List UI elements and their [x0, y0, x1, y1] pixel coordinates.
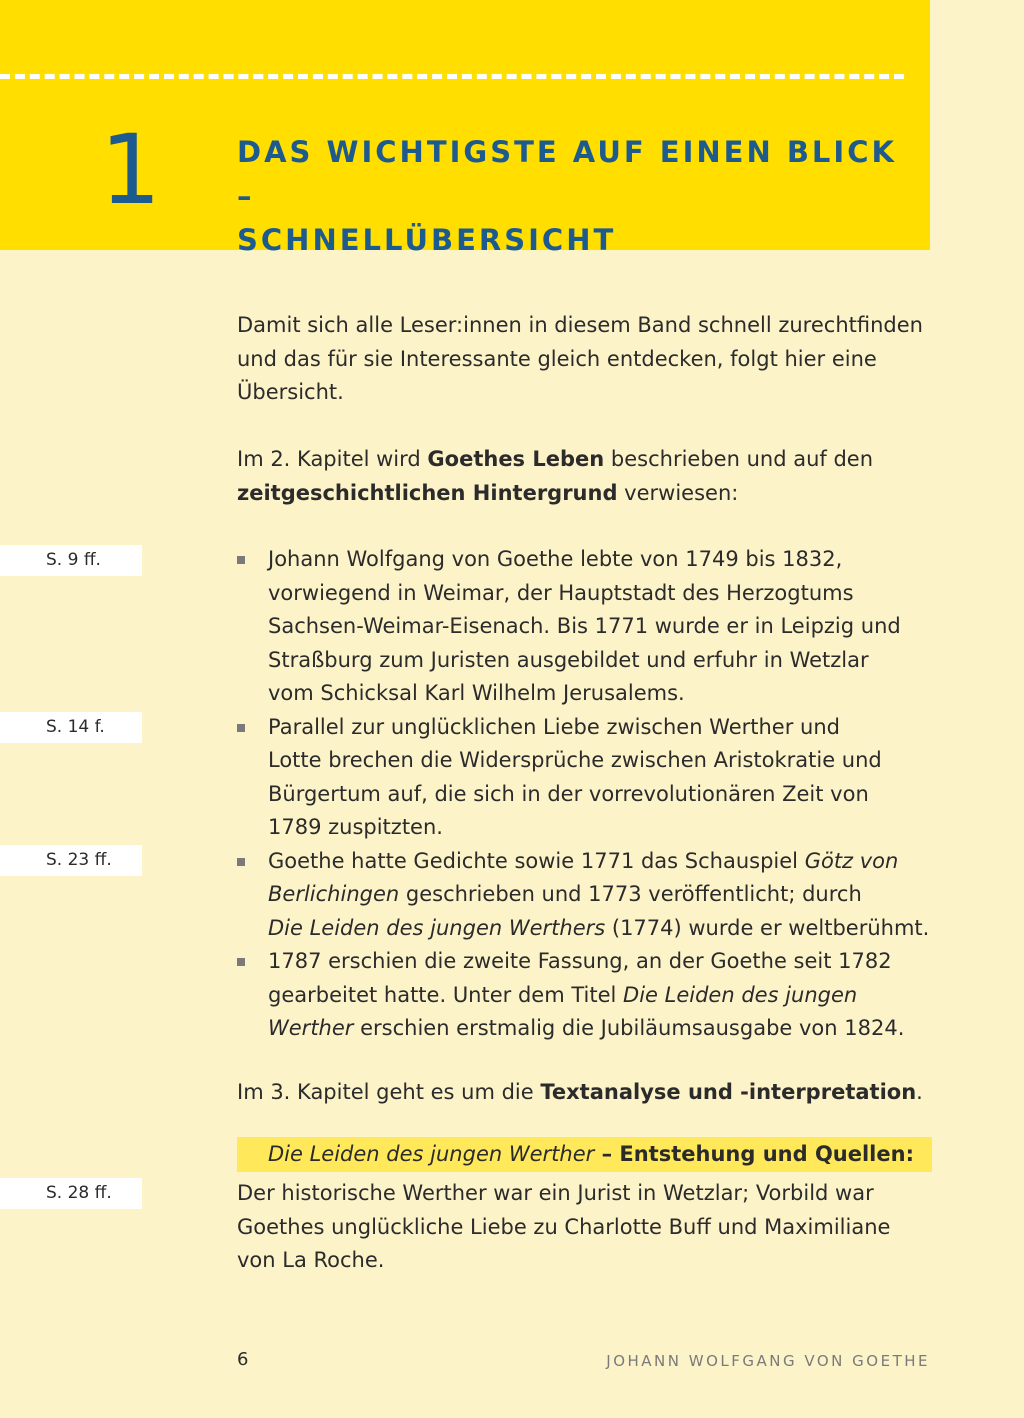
text-line: vorwiegend in Weimar, der Hauptstadt des Herzogtums [268, 580, 854, 605]
text-line [268, 845, 937, 879]
text-run: geschrieben und 1773 veröffentlicht; durch [399, 882, 862, 906]
page-number: 6 [237, 1349, 249, 1370]
biography-bullet-list [237, 543, 937, 1046]
italic-run: Berlichingen [268, 882, 400, 906]
margin-page-reference: S. 23 ff. [0, 845, 142, 876]
text-run: gearbeitet hatte. Unter dem Titel [268, 982, 624, 1007]
text-line [268, 878, 937, 912]
bullet-item [237, 711, 937, 845]
running-footer-title: JOHANN WOLFGANG VON GOETHE [606, 1352, 930, 1370]
text-line [268, 1012, 937, 1046]
intro-paragraph [237, 309, 930, 410]
bullet-item [237, 845, 937, 946]
italic-run: Die Leiden des jungen Werthers [268, 915, 606, 940]
chapter3-paragraph [237, 1076, 930, 1110]
text-line: und das für sie Interessante gleich entdecken, folgt hier eine [237, 346, 877, 371]
bold-run: zeitgeschichtlichen Hintergrund [237, 480, 618, 505]
bullet-item [237, 543, 937, 711]
text-line [237, 1076, 930, 1110]
text-line: Straßburg zum Juristen ausgebildet und erfuhr in Wetzlar [268, 647, 869, 672]
italic-run: Die Leiden des jungen Werther [268, 1142, 595, 1166]
chapter2-paragraph [237, 443, 930, 510]
margin-page-reference: S. 28 ff. [0, 1178, 142, 1209]
text-line: Lotte brechen die Widersprüche zwischen Aristokratie und [268, 748, 882, 772]
section-subheading [268, 1137, 914, 1172]
text-run: Goethe hatte Gedichte sowie 1771 das Schauspiel [268, 848, 805, 873]
text-line: Johann Wolfgang von Goethe lebte von 1749 bis 1832, [268, 547, 843, 571]
text-line: Übersicht. [237, 380, 344, 404]
italic-run: Werther [268, 1016, 354, 1040]
text-line: 1787 erschien die zweite Fassung, an der Goethe seit 1782 [268, 949, 892, 973]
text-line: Parallel zur unglücklichen Liebe zwischen Werther und [268, 714, 840, 739]
margin-page-reference: S. 14 f. [0, 712, 142, 743]
chapter-title [237, 130, 917, 262]
italic-run: Die Leiden des jungen [623, 982, 858, 1007]
text-run: beschrieben und auf den [604, 447, 874, 471]
bold-run: Goethes Leben [427, 447, 605, 471]
text-run: – Entstehung und Quellen: [594, 1142, 914, 1166]
text-run: Im 2. Kapitel wird [237, 447, 428, 471]
bullet-item [237, 945, 937, 1046]
text-run: erschien erstmalig die Jubiläumsausgabe von 1824. [353, 1016, 905, 1040]
square-bullet-icon [237, 556, 245, 564]
margin-page-reference: S. 9 ff. [0, 545, 142, 576]
text-line: Sachsen-Weimar-Eisenach. Bis 1771 wurde er in Leipzig und [268, 614, 901, 638]
header-dashed-rule [0, 74, 904, 79]
chapter-title-line: SCHNELLÜBERSICHT [237, 223, 617, 257]
text-run: Im 3. Kapitel geht es um die [237, 1080, 541, 1104]
square-bullet-icon [237, 958, 245, 966]
text-line [268, 979, 937, 1013]
chapter-number: 1 [100, 114, 162, 226]
text-line: Goethes unglückliche Liebe zu Charlotte Buff und Maximiliane [237, 1214, 891, 1239]
text-line [237, 443, 930, 477]
text-line: Bürgertum auf, die sich in der vorrevolutionären Zeit von [268, 781, 869, 806]
text-line: vom Schicksal Karl Wilhelm Jerusalems. [268, 681, 685, 705]
text-run: verwiesen: [617, 480, 739, 505]
bold-run: Textanalyse und -interpretation [540, 1080, 917, 1104]
chapter-title-line: DAS WICHTIGSTE AUF EINEN BLICK – [237, 135, 897, 213]
square-bullet-icon [237, 858, 245, 866]
text-line: Damit sich alle Leser:innen in diesem Band schnell zurechtfinden [237, 313, 923, 337]
text-line: Der historische Werther war ein Jurist in Wetzlar; Vorbild war [237, 1181, 874, 1205]
text-line [237, 477, 930, 511]
text-line: von La Roche. [237, 1248, 385, 1272]
text-line: 1789 zuspitzten. [268, 815, 443, 839]
italic-run: Götz von [804, 848, 899, 873]
text-run: (1774) wurde er weltberühmt. [605, 915, 930, 940]
square-bullet-icon [237, 724, 245, 732]
sources-paragraph [237, 1177, 930, 1278]
text-line [268, 912, 937, 946]
text-run: . [916, 1080, 923, 1104]
